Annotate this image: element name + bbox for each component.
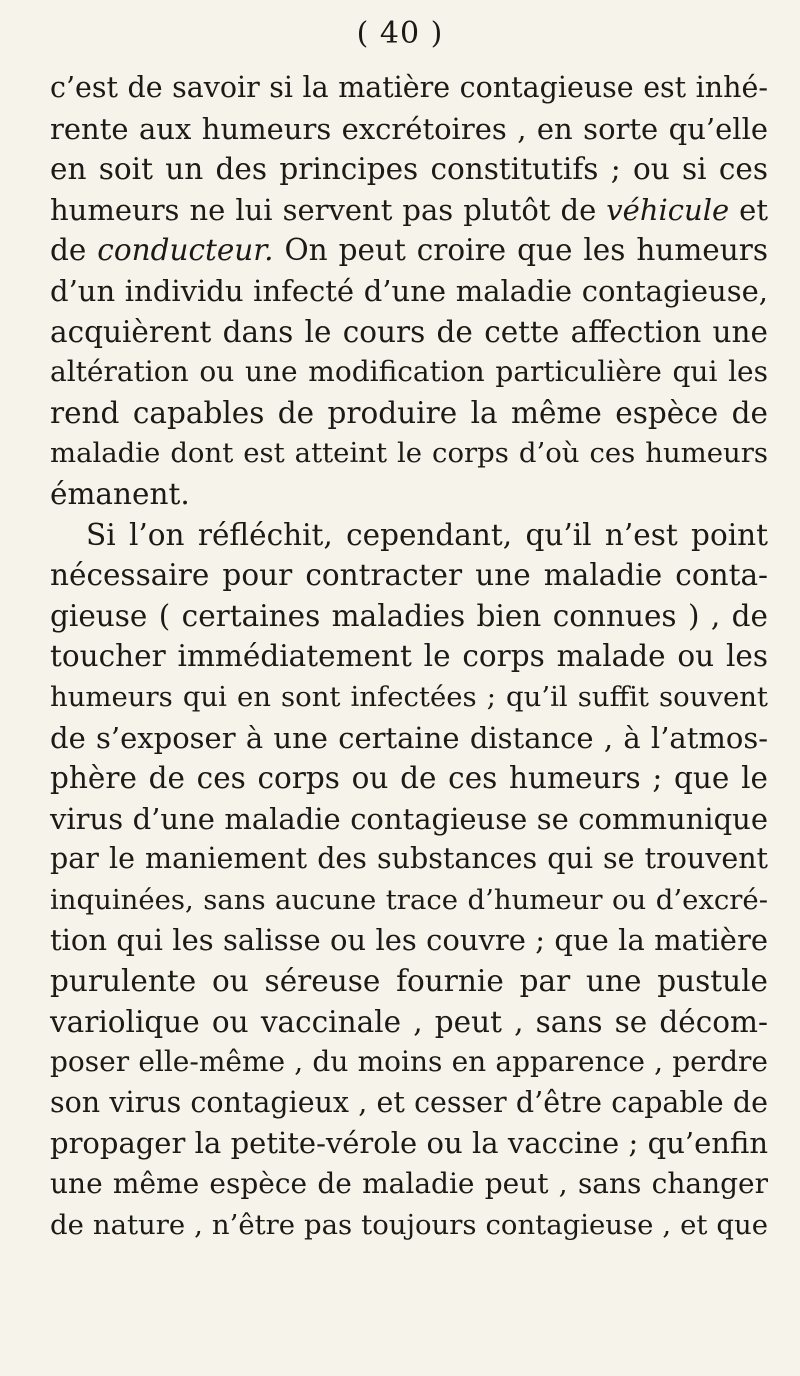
text-line: une même espèce de maladie peut , sans changer: [50, 1167, 768, 1201]
text-line: son virus contagieux , et cesser d’être capable de: [50, 1085, 768, 1119]
text-line: acquièrent dans le cours de cette affection une: [50, 314, 768, 349]
text-line-with-italic: [50, 230, 768, 271]
text-line: propager la petite-vérole ou la vaccine ; qu’enfin: [50, 1126, 768, 1161]
italic-term: véhicule: [606, 192, 730, 227]
text-line: en soit un des principes constitutifs ; ou si ces: [50, 152, 768, 187]
text-segment: humeurs ne lui servent pas plutôt de: [50, 192, 607, 227]
text-line: émanent.: [50, 476, 190, 511]
text-line: gieuse ( certaines maladies bien connues ) , de: [50, 598, 768, 633]
text-line: toucher immédiatement le corps malade ou les: [50, 639, 768, 674]
body-text: [50, 68, 768, 1245]
text-line: humeurs qui en sont infectées ; qu’il suffit souvent: [50, 680, 768, 713]
text-line: variolique ou vaccinale , peut , sans se décom-: [50, 1004, 768, 1039]
text-line: nécessaire pour contracter une maladie conta-: [50, 558, 768, 593]
text-line: tion qui les salisse ou les couvre ; que la matière: [50, 923, 768, 958]
text-line: rend capables de produire la même espèce de: [50, 395, 768, 430]
italic-term: conducteur.: [97, 233, 274, 268]
text-line: d’un individu infecté d’une maladie contagieuse,: [50, 273, 768, 308]
text-segment: de: [50, 233, 98, 268]
text-line: altération ou une modification particulière qui les: [50, 355, 768, 389]
text-line: phère de ces corps ou de ces humeurs ; que le: [50, 761, 768, 796]
text-line: inquinées, sans aucune trace d’humeur ou d’excré-: [50, 883, 768, 916]
text-line: de nature , n’être pas toujours contagieuse , et que: [50, 1208, 768, 1241]
text-line: par le maniement des substances qui se trouvent: [50, 842, 768, 876]
text-line: virus d’une maladie contagieuse se communique: [50, 801, 768, 836]
text-line: Si l’on réfléchit, cependant, qu’il n’est point: [86, 517, 768, 552]
text-segment: On peut croire que les humeurs: [273, 233, 768, 268]
text-segment: et: [729, 192, 768, 227]
text-line: de s’exposer à une certaine distance , à l’atmos-: [50, 720, 768, 755]
text-line: maladie dont est atteint le corps d’où ces humeurs: [50, 437, 768, 470]
text-line: rente aux humeurs excrétoires , en sorte qu’elle: [50, 111, 768, 146]
text-line: purulente ou séreuse fournie par une pustule: [50, 964, 768, 999]
text-line: c’est de savoir si la matière contagieuse est inhé-: [50, 71, 768, 104]
text-line-with-italic: [50, 190, 768, 231]
text-line: poser elle-même , du moins en apparence , perdre: [50, 1045, 768, 1079]
page-number: ( 40 ): [356, 16, 444, 51]
